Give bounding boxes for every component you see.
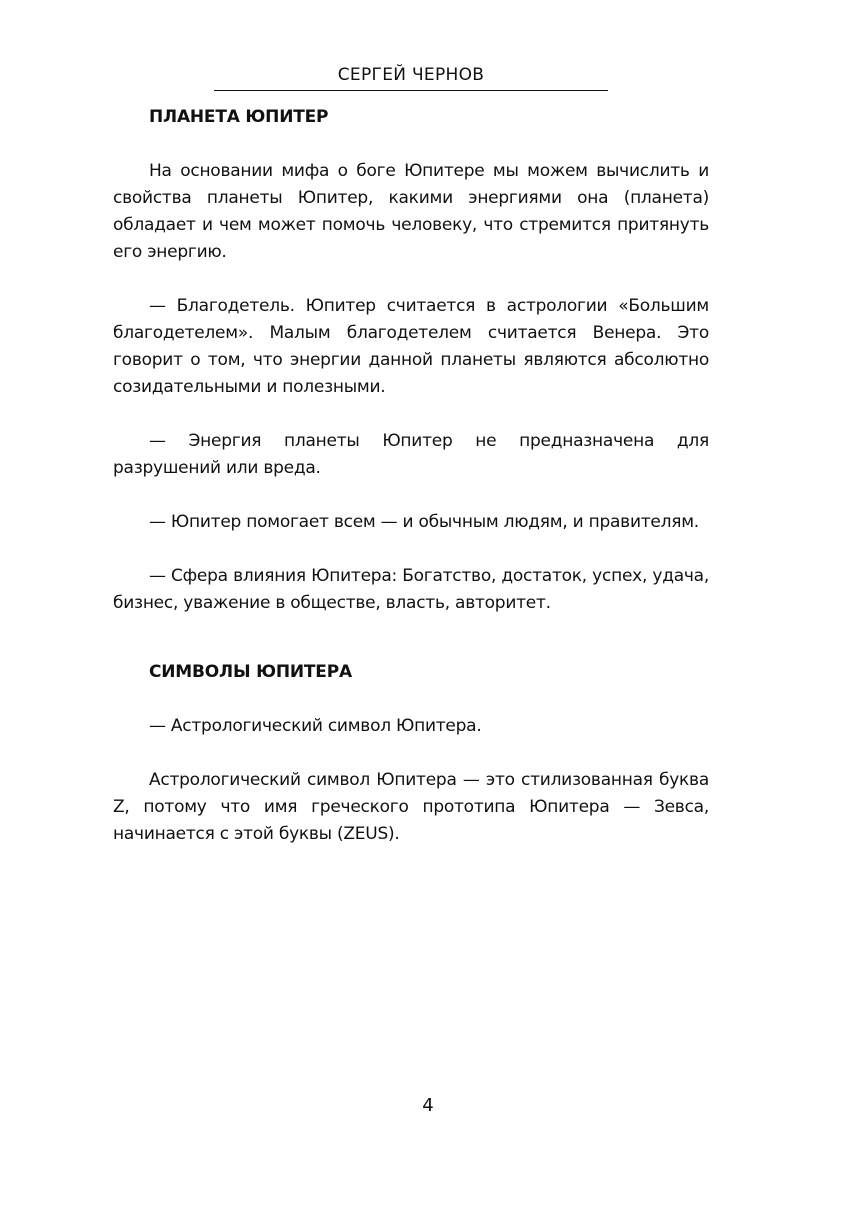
paragraph-astro-symbol: — Астрологический символ Юпитера. <box>149 716 482 736</box>
page-number: 4 <box>422 1095 434 1116</box>
running-header-author: СЕРГЕЙ ЧЕРНОВ <box>214 64 608 91</box>
paragraph-sphere-of-influence: — Сфера влияния Юпитера: Богатство, достаток, успех, удача, бизнес, уважение в обществе, власть, авторитет. <box>113 566 709 613</box>
paragraph-benefactor: — Благодетель. Юпитер считается в астрологии «Большим благодетелем». Малым благодетелем считается Венера. Это говорит о том, что энергии данной планеты являются абсолютно созидательными и полезными. <box>113 296 709 397</box>
page-body <box>113 104 709 848</box>
paragraph-symbol-explanation: Астрологический символ Юпитера — это стилизованная буква Z, потому что имя греческого прототипа Юпитера — Зевса, начинается с этой буквы (ZEUS). <box>113 770 709 844</box>
paragraph-intro: На основании мифа о боге Юпитере мы можем вычислить и свойства планеты Юпитер, какими энергиями она (планета) обладает и чем может помочь человеку, что стремится притянуть его энергию. <box>113 161 709 262</box>
paragraph-energy: — Энергия планеты Юпитер не предназначена для разрушений или вреда. <box>113 431 709 478</box>
paragraph-helps-all: — Юпитер помогает всем — и обычным людям, и правителям. <box>149 512 699 532</box>
section-heading-planet-jupiter: ПЛАНЕТА ЮПИТЕР <box>149 107 329 127</box>
section-heading-jupiter-symbols: СИМВОЛЫ ЮПИТЕРА <box>149 662 352 682</box>
